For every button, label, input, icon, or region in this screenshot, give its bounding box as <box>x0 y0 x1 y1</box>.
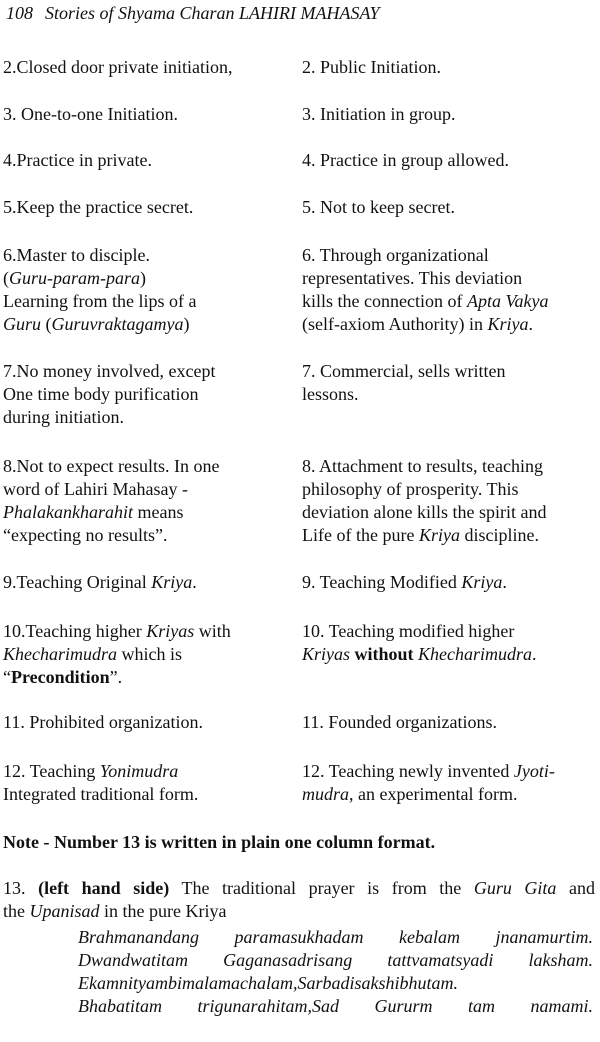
text-line: Kriyas without Khecharimudra. <box>302 644 537 664</box>
text-line: Dwandwatitam Gaganasadrisang tattvamatsyadi laksham. <box>78 950 593 970</box>
text-line: Learning from the lips of a <box>3 291 197 311</box>
text-line: deviation alone kills the spirit and <box>302 502 547 522</box>
italic-text: Kriya <box>151 572 193 592</box>
modified-point <box>302 103 455 126</box>
italic-text: Kriyas <box>302 644 351 664</box>
text-line: 3. One-to-one Initiation. <box>3 104 178 124</box>
traditional-point <box>3 56 232 79</box>
text-line: during initiation. <box>3 407 124 427</box>
bold-text: without <box>354 644 414 664</box>
modified-point <box>302 711 497 734</box>
text-line: 12. Teaching newly invented Jyoti- <box>302 761 555 781</box>
text-line: philosophy of prosperity. This <box>302 479 519 499</box>
text-line: Life of the pure Kriya discipline. <box>302 525 539 545</box>
paragraph-13 <box>3 877 595 923</box>
traditional-point <box>3 244 196 336</box>
traditional-point <box>3 760 198 806</box>
traditional-point <box>3 103 178 126</box>
italic-text: Apta Vakya <box>466 291 549 311</box>
page-number: 108 <box>6 3 33 23</box>
traditional-point <box>3 571 197 594</box>
text-line: (self-axiom Authority) in Kriya. <box>302 314 533 334</box>
italic-text: Guru-param-para <box>9 268 141 288</box>
bold-text: Precondition <box>11 667 110 687</box>
traditional-point <box>3 711 203 734</box>
traditional-point <box>3 196 193 219</box>
traditional-point <box>3 620 231 689</box>
italic-text: Guru Gita <box>473 878 557 898</box>
text-line: “expecting no results”. <box>3 525 168 545</box>
text-line: 10.Teaching higher Kriyas with <box>3 621 231 641</box>
text-line: lessons. <box>302 384 359 404</box>
modified-point <box>302 244 548 336</box>
text-line: 5.Keep the practice secret. <box>3 197 194 217</box>
text-line: (Guru-param-para) <box>3 268 147 288</box>
text-line: Bhabatitam trigunarahitam,Sad Gururm tam namami. <box>78 996 593 1016</box>
text-line: representatives. This deviation <box>302 268 523 288</box>
italic-text: Kriya <box>418 525 460 545</box>
traditional-point <box>3 149 152 172</box>
text-line: mudra, an experimental form. <box>302 784 518 804</box>
italic-text: Kriyas <box>146 621 195 641</box>
italic-text: Phalakankharahit <box>3 502 133 522</box>
text-line: word of Lahiri Mahasay - <box>3 479 188 499</box>
italic-text: Khecharimudra <box>418 644 533 664</box>
modified-point <box>302 360 505 406</box>
note-line: Note - Number 13 is written in plain one column format. <box>3 832 436 852</box>
modified-point <box>302 149 509 172</box>
italic-text: Khecharimudra <box>3 644 117 664</box>
traditional-point <box>3 455 219 547</box>
text-line: 8.Not to expect results. In one <box>3 456 220 476</box>
text-line: Guru (Guruvraktagamya) <box>3 314 190 334</box>
italic-text: Jyoti- <box>513 761 555 781</box>
text-line: 9. Teaching Modified Kriya. <box>302 572 507 592</box>
modified-point <box>302 196 455 219</box>
text-line: Ekamnityambimalamachalam,Sarbadisakshibhutam. <box>78 973 458 993</box>
prayer-verse <box>78 926 593 1018</box>
text-line: 5. Not to keep secret. <box>302 197 455 217</box>
text-line: 2. Public Initiation. <box>302 57 441 77</box>
italic-text: Kriya <box>487 314 529 334</box>
text-line: 4.Practice in private. <box>3 150 152 170</box>
italic-text: Yonimudra <box>99 761 179 781</box>
modified-point <box>302 620 537 666</box>
text-line: 7. Commercial, sells written <box>302 361 506 381</box>
text-line: kills the connection of Apta Vakya <box>302 291 549 311</box>
modified-point <box>302 56 441 79</box>
modified-point <box>302 571 507 594</box>
text-line: Brahmanandang paramasukhadam kebalam jnanamurtim. <box>78 927 593 947</box>
italic-text: Guruvraktagamya <box>51 314 184 334</box>
text-line: the Upanisad in the pure Kriya <box>3 901 227 921</box>
italic-text: Kriya <box>461 572 503 592</box>
text-line: 11. Prohibited organization. <box>3 712 203 732</box>
traditional-point <box>3 360 215 429</box>
text-line: Khecharimudra which is <box>3 644 182 664</box>
italic-text: Upanisad <box>29 901 100 921</box>
text-line: 4. Practice in group allowed. <box>302 150 509 170</box>
text-line: 10. Teaching modified higher <box>302 621 515 641</box>
italic-text: Guru <box>3 314 42 334</box>
text-line: Phalakankharahit means <box>3 502 184 522</box>
text-line: 12. Teaching Yonimudra <box>3 761 179 781</box>
text-line: 6. Through organizational <box>302 245 489 265</box>
running-header <box>6 3 380 24</box>
text-line: 3. Initiation in group. <box>302 104 456 124</box>
text-line: 9.Teaching Original Kriya. <box>3 572 197 592</box>
bold-text: (left hand side) <box>38 878 170 898</box>
text-line: 13. (left hand side) The traditional prayer is from the Guru Gita and <box>3 878 595 898</box>
text-line: “Precondition”. <box>3 667 123 687</box>
text-line: 8. Attachment to results, teaching <box>302 456 543 476</box>
text-line: 7.No money involved, except <box>3 361 216 381</box>
italic-text: mudra <box>302 784 350 804</box>
text-line: 11. Founded organizations. <box>302 712 497 732</box>
text-line: Integrated traditional form. <box>3 784 199 804</box>
text-line: 6.Master to disciple. <box>3 245 150 265</box>
text-line: One time body purification <box>3 384 199 404</box>
running-title: Stories of Shyama Charan LAHIRI MAHASAY <box>45 3 380 23</box>
modified-point <box>302 455 546 547</box>
text-line: 2.Closed door private initiation, <box>3 57 233 77</box>
modified-point <box>302 760 555 806</box>
